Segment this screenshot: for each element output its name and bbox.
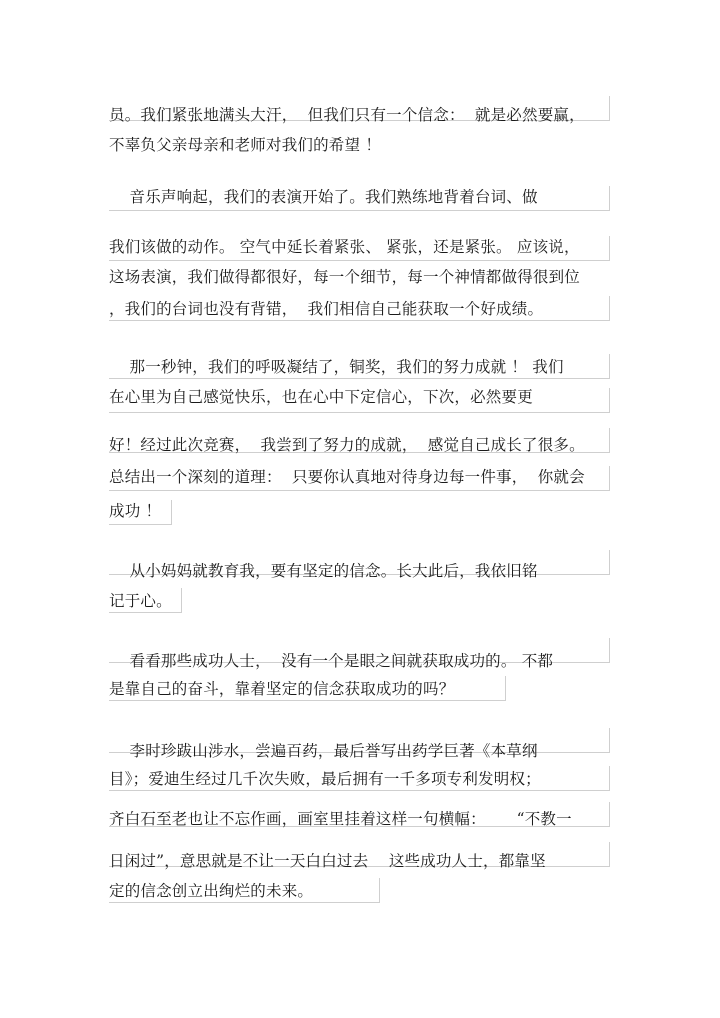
body-text-line: 员。我们紧张地满头大汗， 但我们只有一个信念： 就是必然要赢， — [109, 106, 585, 124]
body-text-line: 从小妈妈就教育我，要有坚定的信念。长大此后，我依旧铭 — [109, 562, 538, 580]
body-text-line: 目》；爱迪生经过几千次失败，最后拥有一千多项专利发明权； — [109, 770, 541, 788]
body-text-line: 看看那些成功人士， 没有一个是眼之间就获取成功的。 不都 — [109, 652, 554, 670]
body-text-line: 齐白石至老也让不忘作画，画室里挂着这样一句横幅： “不教一 — [109, 810, 572, 828]
body-text-line: 记于心。 — [109, 592, 172, 610]
body-text-line: 李时珍跋山涉水，尝遍百药，最后誉写出药学巨著《本草纲 — [109, 742, 538, 760]
body-text-line: 成功 ！ — [109, 502, 162, 520]
body-text-line: 在心里为自己感觉快乐，也在心中下定信心，下次，必然要更 — [109, 388, 533, 406]
body-text-line: 我们该做的动作。 空气中延长着紧张、 紧张，还是紧张。 应该说， — [109, 238, 580, 256]
body-text-line: 是靠自己的奋斗，靠着坚定的信念获取成功的吗？ — [109, 680, 455, 698]
body-text-line: 不辜负父亲母亲和老师对我们的希望 ！ — [109, 136, 382, 154]
body-text-line: 音乐声响起，我们的表演开始了。我们熟练地背着台词、做 — [109, 188, 538, 206]
body-text-line: 这场表演，我们做得都很好，每一个细节，每一个神情都做得很到位 — [109, 268, 581, 286]
body-text-line: 好！经过此次竞赛， 我尝到了努力的成就， 感觉自己成长了很多。 — [109, 436, 585, 454]
body-text-line: 定的信念创立出绚烂的未来。 — [109, 882, 314, 900]
body-text-line: 总结出一个深刻的道理： 只要你认真地对待身边每一件事， 你就会 — [109, 468, 585, 486]
body-text-line: 日闲过”，意思就是不让一天白白过去 这些成功人士，都靠坚 — [109, 852, 546, 870]
body-text-line: 那一秒钟，我们的呼吸凝结了，铜奖，我们的努力成就 ！ 我们 — [109, 358, 564, 376]
body-text-line: ，我们的台词也没有背错， 我们相信自己能获取一个好成绩。 — [109, 300, 544, 318]
